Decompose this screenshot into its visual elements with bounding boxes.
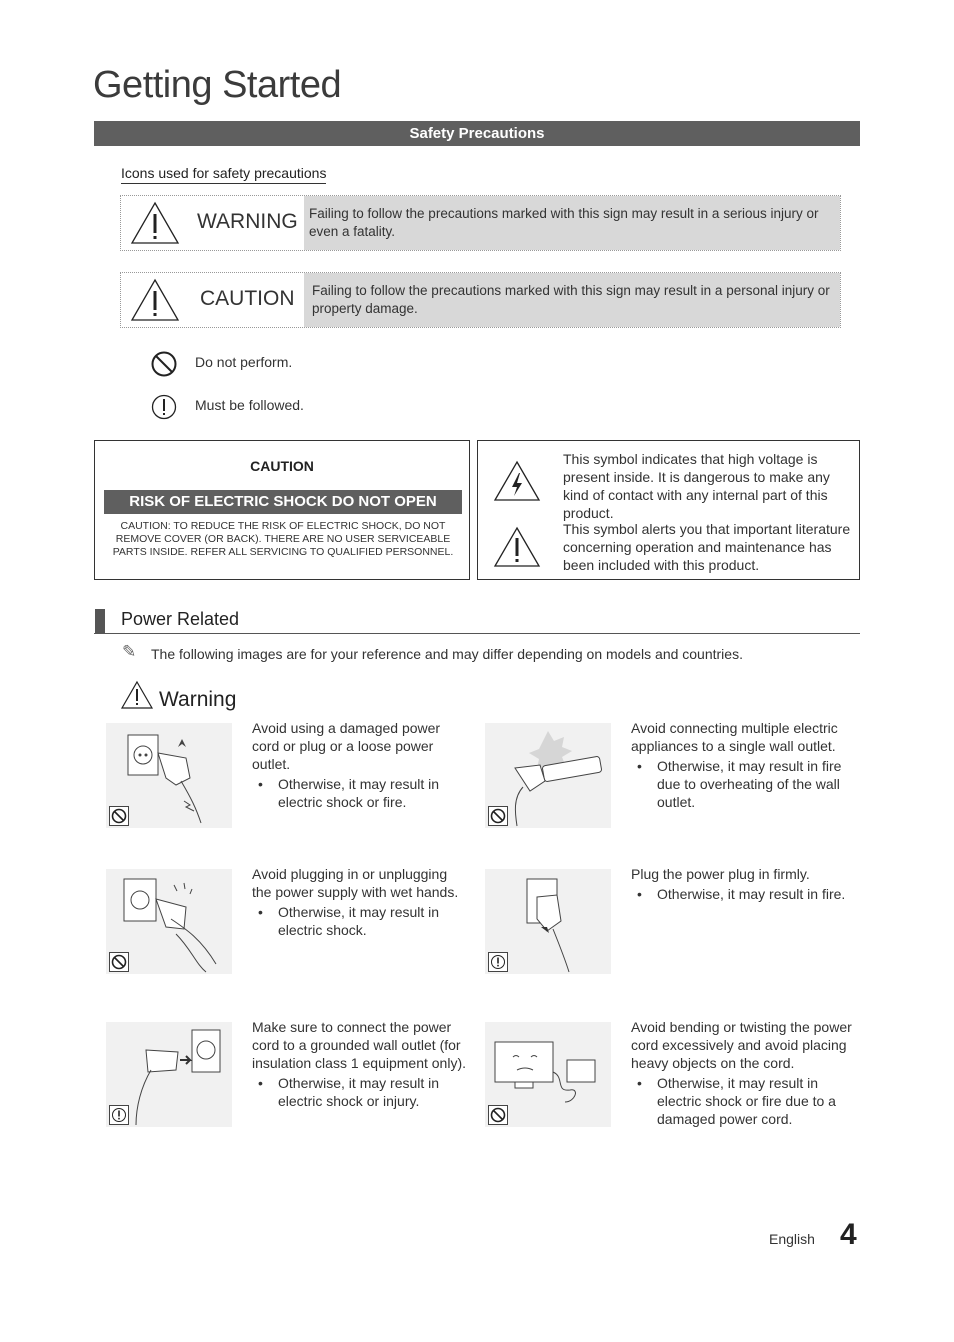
shock-label-box bbox=[94, 440, 470, 580]
warning-description: Failing to follow the precautions marked with this sign may result in a serious injury or even a fatality. bbox=[304, 196, 840, 250]
exclamation-icon bbox=[109, 1105, 129, 1125]
bent-cord-illustration bbox=[485, 1022, 611, 1127]
prohibition-icon bbox=[488, 806, 508, 826]
warning-word: WARNING bbox=[197, 210, 298, 233]
item-bullet: • Otherwise, it may result in electric shock or injury. bbox=[252, 1074, 467, 1110]
list-item bbox=[631, 865, 856, 903]
item-text: Make sure to connect the power cord to a grounded wall outlet (for insulation class 1 equipment only). bbox=[252, 1019, 467, 1071]
literature-text: This symbol alerts you that important literature concerning operation and maintenance has been included with this product. bbox=[563, 521, 851, 573]
list-item bbox=[252, 719, 462, 811]
legend-row-do-not bbox=[150, 350, 293, 381]
footer-language: English bbox=[769, 1231, 815, 1247]
list-item bbox=[252, 865, 467, 939]
warning-triangle-icon bbox=[492, 525, 542, 569]
list-item bbox=[631, 719, 856, 811]
shock-heading: CAUTION bbox=[250, 458, 314, 474]
list-item bbox=[252, 1018, 467, 1110]
pencil-note-icon: ✎ bbox=[122, 642, 137, 661]
section-divider bbox=[94, 633, 860, 634]
warning-triangle-icon bbox=[129, 200, 181, 246]
caution-triangle-icon bbox=[129, 277, 181, 323]
page-title: Getting Started bbox=[93, 64, 342, 106]
prohibition-icon bbox=[488, 1105, 508, 1125]
section-header: Safety Precautions bbox=[94, 121, 860, 146]
item-bullet: • Otherwise, it may result in fire due to overheating of the wall outlet. bbox=[631, 757, 856, 811]
shock-note: CAUTION: TO REDUCE THE RISK OF ELECTRIC SHOCK, DO NOT REMOVE COVER (OR BACK). THERE ARE NO USER SERVICEABLE PARTS INSIDE. REFER ALL SERVICING TO QUALIFIED PERSONNEL. bbox=[112, 520, 454, 558]
reference-note: The following images are for your reference and may differ depending on models and countries. bbox=[151, 646, 743, 662]
legend-row-must bbox=[150, 393, 304, 424]
prohibition-icon bbox=[150, 350, 178, 378]
caution-word: CAUTION bbox=[200, 287, 295, 310]
warning-heading: Warning bbox=[159, 688, 237, 711]
wet-hands-illustration bbox=[106, 869, 232, 974]
list-item bbox=[631, 1018, 856, 1128]
exclamation-icon bbox=[150, 393, 178, 421]
legend-text: Do not perform. bbox=[195, 354, 293, 370]
item-bullet: • Otherwise, it may result in electric shock. bbox=[252, 903, 467, 939]
grounded-outlet-illustration bbox=[106, 1022, 232, 1127]
item-bullet: • Otherwise, it may result in electric shock or fire due to a damaged power cord. bbox=[631, 1074, 856, 1128]
shock-risk-banner: RISK OF ELECTRIC SHOCK DO NOT OPEN bbox=[104, 490, 462, 514]
section-marker bbox=[95, 609, 105, 633]
warning-sign-box bbox=[120, 195, 841, 251]
symbols-box bbox=[477, 440, 860, 580]
high-voltage-icon bbox=[492, 459, 542, 503]
item-text: Plug the power plug in firmly. bbox=[631, 866, 810, 882]
item-bullet: • Otherwise, it may result in electric shock or fire. bbox=[252, 775, 462, 811]
page-number: 4 bbox=[840, 1218, 857, 1251]
prohibition-icon bbox=[109, 806, 129, 826]
damaged-cord-illustration bbox=[106, 723, 232, 828]
multiple-outlet-illustration bbox=[485, 723, 611, 828]
prohibition-icon bbox=[109, 952, 129, 972]
plug-firmly-illustration bbox=[485, 869, 611, 974]
power-related-title: Power Related bbox=[121, 609, 240, 629]
exclamation-icon bbox=[488, 952, 508, 972]
item-text: Avoid bending or twisting the power cord excessively and avoid placing heavy objects on the cord. bbox=[631, 1019, 852, 1071]
item-bullet: • Otherwise, it may result in fire. bbox=[631, 885, 856, 903]
legend-text: Must be followed. bbox=[195, 397, 304, 413]
caution-description: Failing to follow the precautions marked with this sign may result in a personal injury or property damage. bbox=[304, 273, 840, 327]
item-text: Avoid connecting multiple electric appliances to a single wall outlet. bbox=[631, 720, 838, 754]
caution-sign-box bbox=[120, 272, 841, 328]
warning-triangle-icon bbox=[120, 680, 154, 710]
item-text: Avoid plugging in or unplugging the power supply with wet hands. bbox=[252, 866, 459, 900]
high-voltage-text: This symbol indicates that high voltage is present inside. It is dangerous to make any kind of contact with any internal part of this product. bbox=[563, 451, 830, 521]
icons-subtitle: Icons used for safety precautions bbox=[121, 165, 326, 184]
item-text: Avoid using a damaged power cord or plug or a loose power outlet. bbox=[252, 720, 441, 772]
